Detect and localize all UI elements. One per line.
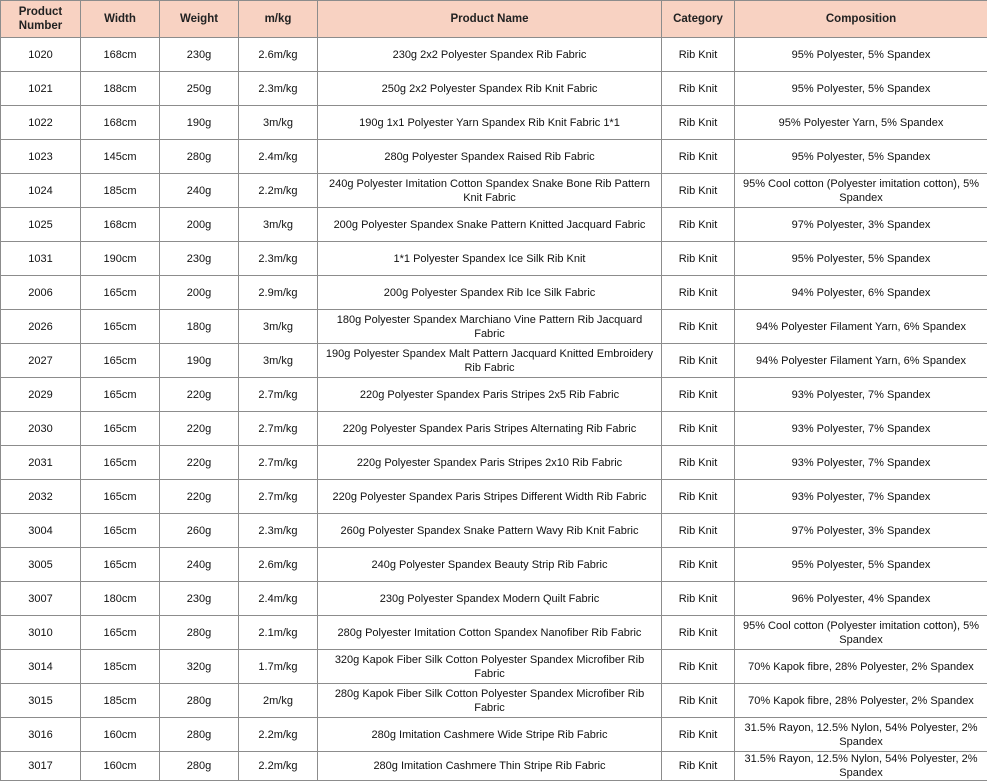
cell-product-number: 1022: [1, 106, 81, 140]
cell-product-name: 240g Polyester Spandex Beauty Strip Rib Fabric: [318, 548, 662, 582]
cell-product-name: 320g Kapok Fiber Silk Cotton Polyester Spandex Microfiber Rib Fabric: [318, 650, 662, 684]
table-row: [1, 174, 987, 208]
cell-composition: 93% Polyester, 7% Spandex: [735, 480, 987, 514]
cell-m-per-kg: 3m/kg: [239, 310, 318, 344]
cell-product-number: 3016: [1, 718, 81, 752]
cell-width: 188cm: [81, 72, 160, 106]
cell-composition: 97% Polyester, 3% Spandex: [735, 208, 987, 242]
header-row: [1, 1, 987, 38]
table-header: [1, 1, 987, 38]
cell-weight: 240g: [160, 548, 239, 582]
cell-m-per-kg: 2.9m/kg: [239, 276, 318, 310]
cell-weight: 280g: [160, 684, 239, 718]
cell-composition: 31.5% Rayon, 12.5% Nylon, 54% Polyester, 2% Spandex: [735, 718, 987, 752]
cell-category: Rib Knit: [662, 276, 735, 310]
cell-weight: 240g: [160, 174, 239, 208]
cell-composition: 95% Polyester Yarn, 5% Spandex: [735, 106, 987, 140]
cell-m-per-kg: 2.4m/kg: [239, 582, 318, 616]
cell-composition: 70% Kapok fibre, 28% Polyester, 2% Spandex: [735, 650, 987, 684]
cell-composition: 95% Polyester, 5% Spandex: [735, 242, 987, 276]
header-product-name: Product Name: [318, 1, 662, 38]
table-row: [1, 378, 987, 412]
cell-width: 165cm: [81, 616, 160, 650]
cell-composition: 94% Polyester, 6% Spandex: [735, 276, 987, 310]
cell-product-number: 2032: [1, 480, 81, 514]
cell-width: 168cm: [81, 38, 160, 72]
cell-category: Rib Knit: [662, 106, 735, 140]
cell-weight: 190g: [160, 344, 239, 378]
cell-product-name: 280g Imitation Cashmere Wide Stripe Rib Fabric: [318, 718, 662, 752]
cell-product-number: 3010: [1, 616, 81, 650]
cell-composition: 97% Polyester, 3% Spandex: [735, 514, 987, 548]
cell-m-per-kg: 3m/kg: [239, 106, 318, 140]
cell-m-per-kg: 3m/kg: [239, 344, 318, 378]
cell-product-number: 1025: [1, 208, 81, 242]
cell-width: 185cm: [81, 684, 160, 718]
cell-category: Rib Knit: [662, 344, 735, 378]
table-row: [1, 752, 987, 781]
cell-product-number: 3015: [1, 684, 81, 718]
cell-product-name: 230g Polyester Spandex Modern Quilt Fabric: [318, 582, 662, 616]
cell-product-name: 280g Kapok Fiber Silk Cotton Polyester Spandex Microfiber Rib Fabric: [318, 684, 662, 718]
header-category: Category: [662, 1, 735, 38]
table-row: [1, 514, 987, 548]
cell-weight: 220g: [160, 378, 239, 412]
cell-weight: 180g: [160, 310, 239, 344]
cell-product-name: 220g Polyester Spandex Paris Stripes Alternating Rib Fabric: [318, 412, 662, 446]
cell-composition: 31.5% Rayon, 12.5% Nylon, 54% Polyester, 2% Spandex: [735, 752, 987, 781]
cell-weight: 260g: [160, 514, 239, 548]
cell-product-name: 200g Polyester Spandex Rib Ice Silk Fabric: [318, 276, 662, 310]
cell-width: 165cm: [81, 412, 160, 446]
cell-width: 168cm: [81, 208, 160, 242]
cell-product-number: 1020: [1, 38, 81, 72]
cell-product-number: 3017: [1, 752, 81, 781]
cell-m-per-kg: 2.6m/kg: [239, 38, 318, 72]
table-row: [1, 616, 987, 650]
cell-product-number: 3007: [1, 582, 81, 616]
cell-product-name: 260g Polyester Spandex Snake Pattern Wavy Rib Knit Fabric: [318, 514, 662, 548]
cell-width: 165cm: [81, 514, 160, 548]
cell-weight: 230g: [160, 38, 239, 72]
cell-width: 165cm: [81, 344, 160, 378]
cell-m-per-kg: 2.2m/kg: [239, 174, 318, 208]
cell-width: 165cm: [81, 276, 160, 310]
cell-composition: 70% Kapok fibre, 28% Polyester, 2% Spandex: [735, 684, 987, 718]
cell-category: Rib Knit: [662, 480, 735, 514]
cell-weight: 250g: [160, 72, 239, 106]
cell-weight: 280g: [160, 718, 239, 752]
cell-product-number: 1021: [1, 72, 81, 106]
cell-m-per-kg: 2.2m/kg: [239, 752, 318, 781]
table-body: [1, 38, 987, 781]
cell-weight: 200g: [160, 276, 239, 310]
cell-width: 160cm: [81, 718, 160, 752]
cell-weight: 220g: [160, 480, 239, 514]
cell-product-name: 280g Polyester Spandex Raised Rib Fabric: [318, 140, 662, 174]
header-composition: Composition: [735, 1, 987, 38]
cell-category: Rib Knit: [662, 72, 735, 106]
cell-width: 165cm: [81, 548, 160, 582]
cell-m-per-kg: 2.3m/kg: [239, 242, 318, 276]
cell-category: Rib Knit: [662, 140, 735, 174]
cell-category: Rib Knit: [662, 616, 735, 650]
table-row: [1, 548, 987, 582]
header-weight: Weight: [160, 1, 239, 38]
cell-product-name: 1*1 Polyester Spandex Ice Silk Rib Knit: [318, 242, 662, 276]
cell-product-name: 220g Polyester Spandex Paris Stripes Different Width Rib Fabric: [318, 480, 662, 514]
cell-composition: 94% Polyester Filament Yarn, 6% Spandex: [735, 310, 987, 344]
cell-weight: 220g: [160, 446, 239, 480]
cell-category: Rib Knit: [662, 38, 735, 72]
cell-category: Rib Knit: [662, 412, 735, 446]
cell-weight: 280g: [160, 616, 239, 650]
cell-width: 145cm: [81, 140, 160, 174]
cell-product-name: 240g Polyester Imitation Cotton Spandex Snake Bone Rib Pattern Knit Fabric: [318, 174, 662, 208]
cell-width: 165cm: [81, 310, 160, 344]
cell-category: Rib Knit: [662, 446, 735, 480]
cell-m-per-kg: 2.3m/kg: [239, 514, 318, 548]
cell-m-per-kg: 2.6m/kg: [239, 548, 318, 582]
cell-composition: 95% Cool cotton (Polyester imitation cotton), 5% Spandex: [735, 174, 987, 208]
cell-category: Rib Knit: [662, 242, 735, 276]
cell-category: Rib Knit: [662, 548, 735, 582]
cell-composition: 93% Polyester, 7% Spandex: [735, 446, 987, 480]
table-row: [1, 38, 987, 72]
cell-width: 190cm: [81, 242, 160, 276]
cell-weight: 230g: [160, 582, 239, 616]
cell-product-number: 2006: [1, 276, 81, 310]
cell-weight: 280g: [160, 140, 239, 174]
cell-composition: 93% Polyester, 7% Spandex: [735, 378, 987, 412]
cell-composition: 93% Polyester, 7% Spandex: [735, 412, 987, 446]
cell-category: Rib Knit: [662, 684, 735, 718]
cell-width: 185cm: [81, 650, 160, 684]
cell-product-name: 190g Polyester Spandex Malt Pattern Jacquard Knitted Embroidery Rib Fabric: [318, 344, 662, 378]
table-row: [1, 480, 987, 514]
table-row: [1, 412, 987, 446]
cell-composition: 94% Polyester Filament Yarn, 6% Spandex: [735, 344, 987, 378]
cell-category: Rib Knit: [662, 718, 735, 752]
cell-m-per-kg: 2m/kg: [239, 684, 318, 718]
cell-product-number: 2031: [1, 446, 81, 480]
cell-product-number: 1024: [1, 174, 81, 208]
table-row: [1, 106, 987, 140]
cell-product-number: 1023: [1, 140, 81, 174]
cell-m-per-kg: 2.1m/kg: [239, 616, 318, 650]
table-row: [1, 242, 987, 276]
cell-category: Rib Knit: [662, 650, 735, 684]
cell-category: Rib Knit: [662, 310, 735, 344]
cell-width: 165cm: [81, 378, 160, 412]
cell-width: 165cm: [81, 446, 160, 480]
table-row: [1, 446, 987, 480]
cell-weight: 320g: [160, 650, 239, 684]
cell-product-number: 1031: [1, 242, 81, 276]
cell-composition: 95% Cool cotton (Polyester imitation cotton), 5% Spandex: [735, 616, 987, 650]
cell-weight: 230g: [160, 242, 239, 276]
cell-m-per-kg: 1.7m/kg: [239, 650, 318, 684]
cell-m-per-kg: 2.7m/kg: [239, 480, 318, 514]
cell-product-name: 250g 2x2 Polyester Spandex Rib Knit Fabric: [318, 72, 662, 106]
cell-category: Rib Knit: [662, 514, 735, 548]
table-row: [1, 650, 987, 684]
cell-composition: 95% Polyester, 5% Spandex: [735, 72, 987, 106]
cell-product-name: 200g Polyester Spandex Snake Pattern Knitted Jacquard Fabric: [318, 208, 662, 242]
cell-composition: 95% Polyester, 5% Spandex: [735, 140, 987, 174]
header-m-per-kg: m/kg: [239, 1, 318, 38]
cell-m-per-kg: 2.7m/kg: [239, 412, 318, 446]
cell-product-number: 3014: [1, 650, 81, 684]
table-row: [1, 582, 987, 616]
cell-m-per-kg: 3m/kg: [239, 208, 318, 242]
cell-product-number: 3005: [1, 548, 81, 582]
cell-weight: 190g: [160, 106, 239, 140]
table-row: [1, 140, 987, 174]
cell-composition: 95% Polyester, 5% Spandex: [735, 38, 987, 72]
cell-weight: 280g: [160, 752, 239, 781]
cell-category: Rib Knit: [662, 174, 735, 208]
cell-product-name: 220g Polyester Spandex Paris Stripes 2x10 Rib Fabric: [318, 446, 662, 480]
cell-composition: 95% Polyester, 5% Spandex: [735, 548, 987, 582]
cell-width: 165cm: [81, 480, 160, 514]
table-row: [1, 718, 987, 752]
cell-m-per-kg: 2.7m/kg: [239, 446, 318, 480]
table-row: [1, 310, 987, 344]
table-row: [1, 208, 987, 242]
cell-product-name: 180g Polyester Spandex Marchiano Vine Pattern Rib Jacquard Fabric: [318, 310, 662, 344]
cell-width: 168cm: [81, 106, 160, 140]
header-product-number: Product Number: [1, 1, 81, 38]
cell-product-number: 2026: [1, 310, 81, 344]
cell-product-number: 2029: [1, 378, 81, 412]
cell-category: Rib Knit: [662, 208, 735, 242]
table-row: [1, 344, 987, 378]
cell-product-name: 230g 2x2 Polyester Spandex Rib Fabric: [318, 38, 662, 72]
cell-m-per-kg: 2.3m/kg: [239, 72, 318, 106]
cell-m-per-kg: 2.4m/kg: [239, 140, 318, 174]
cell-product-name: 280g Polyester Imitation Cotton Spandex Nanofiber Rib Fabric: [318, 616, 662, 650]
cell-product-number: 2030: [1, 412, 81, 446]
cell-width: 180cm: [81, 582, 160, 616]
cell-category: Rib Knit: [662, 378, 735, 412]
cell-product-name: 220g Polyester Spandex Paris Stripes 2x5 Rib Fabric: [318, 378, 662, 412]
cell-m-per-kg: 2.2m/kg: [239, 718, 318, 752]
cell-width: 160cm: [81, 752, 160, 781]
cell-category: Rib Knit: [662, 582, 735, 616]
table-row: [1, 684, 987, 718]
cell-composition: 96% Polyester, 4% Spandex: [735, 582, 987, 616]
cell-weight: 200g: [160, 208, 239, 242]
cell-category: Rib Knit: [662, 752, 735, 781]
cell-weight: 220g: [160, 412, 239, 446]
header-width: Width: [81, 1, 160, 38]
table-row: [1, 72, 987, 106]
cell-product-number: 3004: [1, 514, 81, 548]
table-row: [1, 276, 987, 310]
cell-product-name: 280g Imitation Cashmere Thin Stripe Rib Fabric: [318, 752, 662, 781]
cell-m-per-kg: 2.7m/kg: [239, 378, 318, 412]
cell-width: 185cm: [81, 174, 160, 208]
cell-product-number: 2027: [1, 344, 81, 378]
cell-product-name: 190g 1x1 Polyester Yarn Spandex Rib Knit Fabric 1*1: [318, 106, 662, 140]
